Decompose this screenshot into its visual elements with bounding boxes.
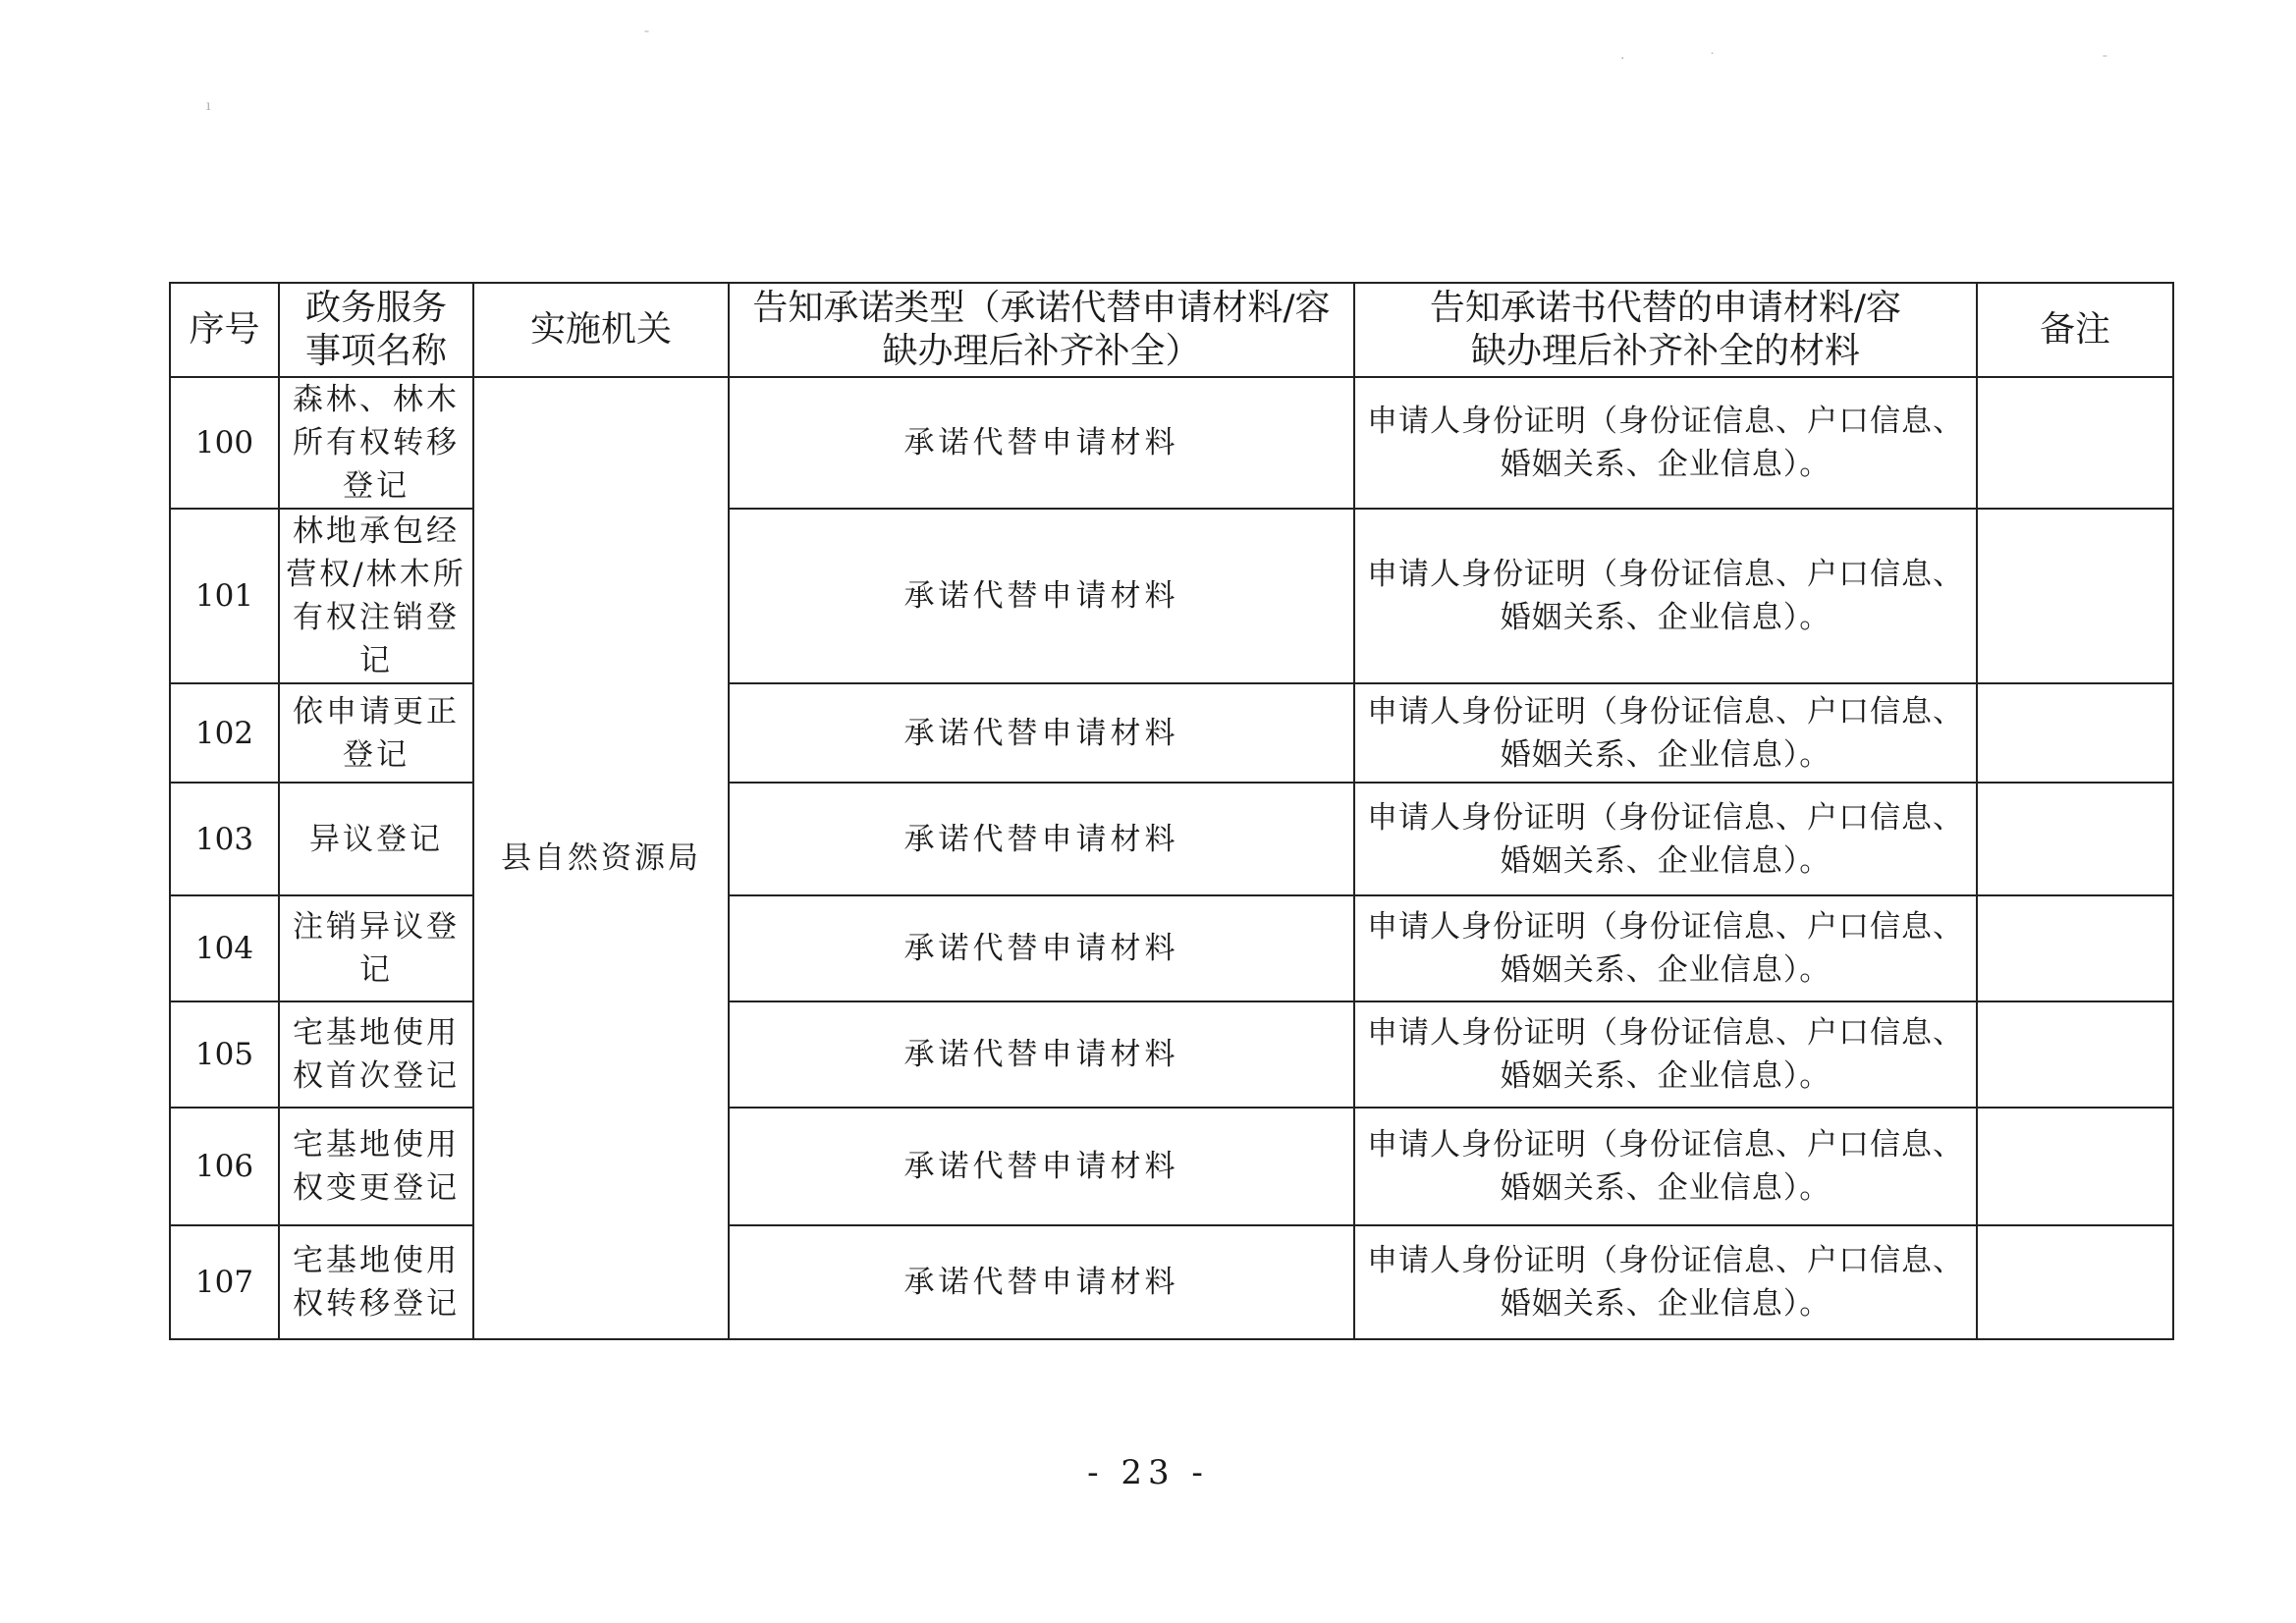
row-no: 100: [170, 377, 279, 509]
table-row: [170, 509, 2173, 683]
row-note: [1977, 1108, 2173, 1225]
row-note: [1977, 895, 2173, 1001]
row-materials: 申请人身份证明（身份证信息、户口信息、婚姻关系、企业信息）。: [1354, 1225, 1977, 1339]
row-type: 承诺代替申请材料: [729, 1108, 1354, 1225]
row-note: [1977, 683, 2173, 783]
row-name: 注销异议登记: [279, 895, 473, 1001]
header-materials: 告知承诺书代替的申请材料/容缺办理后补齐补全的材料: [1354, 283, 1977, 377]
header-note: 备注: [1977, 283, 2173, 377]
row-name: 林地承包经营权/林木所有权注销登记: [279, 509, 473, 683]
header-type: 告知承诺类型（承诺代替申请材料/容缺办理后补齐补全）: [729, 283, 1354, 377]
row-note: [1977, 783, 2173, 895]
row-type: 承诺代替申请材料: [729, 509, 1354, 683]
row-no: 101: [170, 509, 279, 683]
page-number: - 23 -: [1087, 1453, 1209, 1492]
row-materials: 申请人身份证明（身份证信息、户口信息、婚姻关系、企业信息）。: [1354, 377, 1977, 509]
commitment-table: [169, 282, 2174, 1340]
row-type: 承诺代替申请材料: [729, 783, 1354, 895]
table-body: [170, 377, 2173, 1339]
table-row: [170, 377, 2173, 509]
row-no: 102: [170, 683, 279, 783]
row-materials: 申请人身份证明（身份证信息、户口信息、婚姻关系、企业信息）。: [1354, 1001, 1977, 1108]
row-name: 宅基地使用权变更登记: [279, 1108, 473, 1225]
table-row: [170, 895, 2173, 1001]
row-name: 依申请更正登记: [279, 683, 473, 783]
row-no: 106: [170, 1108, 279, 1225]
row-materials: 申请人身份证明（身份证信息、户口信息、婚姻关系、企业信息）。: [1354, 683, 1977, 783]
row-name: 宅基地使用权转移登记: [279, 1225, 473, 1339]
header-row: [170, 283, 2173, 377]
row-no: 105: [170, 1001, 279, 1108]
header-no: 序号: [170, 283, 279, 377]
row-no: 107: [170, 1225, 279, 1339]
row-type: 承诺代替申请材料: [729, 683, 1354, 783]
row-note: [1977, 377, 2173, 509]
scan-speck: ·: [1620, 51, 1625, 67]
scan-speck: ˉ: [2102, 54, 2108, 70]
scan-speck: ˙: [1709, 51, 1716, 67]
row-name: 异议登记: [279, 783, 473, 895]
row-name: 宅基地使用权首次登记: [279, 1001, 473, 1108]
row-materials: 申请人身份证明（身份证信息、户口信息、婚姻关系、企业信息）。: [1354, 1108, 1977, 1225]
row-materials: 申请人身份证明（身份证信息、户口信息、婚姻关系、企业信息）。: [1354, 895, 1977, 1001]
scan-speck: ı: [206, 98, 211, 114]
row-type: 承诺代替申请材料: [729, 895, 1354, 1001]
header-org: 实施机关: [473, 283, 729, 377]
row-no: 103: [170, 783, 279, 895]
row-materials: 申请人身份证明（身份证信息、户口信息、婚姻关系、企业信息）。: [1354, 509, 1977, 683]
implementing-org: 县自然资源局: [473, 377, 729, 1339]
row-no: 104: [170, 895, 279, 1001]
header-name: 政务服务事项名称: [279, 283, 473, 377]
row-type: 承诺代替申请材料: [729, 1001, 1354, 1108]
scan-speck: ˉ: [643, 29, 650, 45]
row-materials: 申请人身份证明（身份证信息、户口信息、婚姻关系、企业信息）。: [1354, 783, 1977, 895]
row-note: [1977, 1001, 2173, 1108]
table-row: [170, 683, 2173, 783]
table-row: [170, 1225, 2173, 1339]
row-note: [1977, 509, 2173, 683]
row-type: 承诺代替申请材料: [729, 1225, 1354, 1339]
table-row: [170, 1001, 2173, 1108]
table-row: [170, 783, 2173, 895]
table-row: [170, 1108, 2173, 1225]
row-note: [1977, 1225, 2173, 1339]
row-type: 承诺代替申请材料: [729, 377, 1354, 509]
row-name: 森林、林木所有权转移登记: [279, 377, 473, 509]
